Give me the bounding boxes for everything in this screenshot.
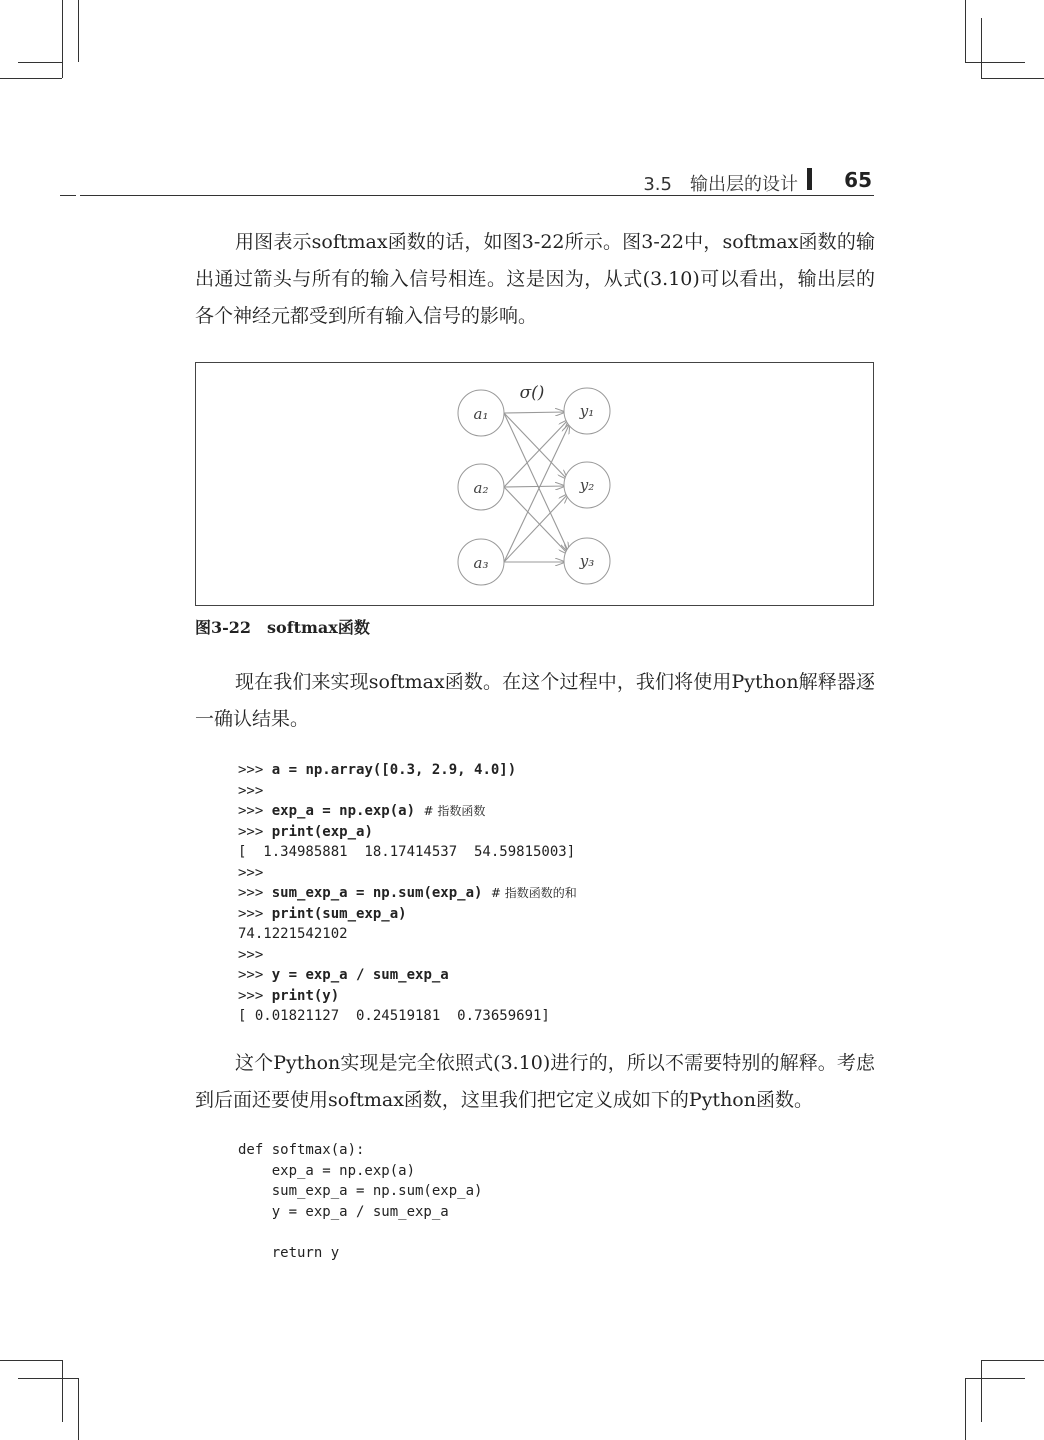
repl-input-line [238,904,577,925]
input-nodes [458,390,504,585]
repl-input-line [238,760,577,781]
output-node-y1-label: y₁ [579,402,595,420]
repl-code: sum_exp_a = np.sum(exp_a) [271,885,483,901]
header-rule [80,195,874,196]
repl-comment: # 指数函数的和 [490,886,577,900]
figure-softmax-network [195,362,874,606]
repl-output-line [238,924,577,945]
repl-prompt: >>> [238,803,264,819]
repl-output: [ 0.01821127 0.24519181 0.73659691] [238,1008,550,1024]
repl-input-line [238,781,577,802]
running-header [80,168,874,196]
repl-input-line [238,801,577,822]
repl-prompt: >>> [238,987,264,1004]
repl-prompt: >>> [238,823,264,840]
input-node-a3-label: a₃ [473,554,489,572]
repl-code: a = np.array([0.3, 2.9, 4.0]) [271,762,517,778]
repl-input-line [238,822,577,843]
header-rule-stub [60,195,76,196]
repl-output: 74.1221542102 [238,926,348,942]
header-section-title: 3.5 输出层的设计 [643,174,798,195]
header-divider-bar [807,168,812,190]
paragraph-intro: 用图表示softmax函数的话，如图3-22所示。图3-22中，softmax函数的输出通过箭头与所有的输入信号相连。这是因为，从式(3.10)可以看出，输出层的各个神经元都受到所有输入信号的影响。 [195,231,875,327]
repl-prompt: >>> [238,885,264,901]
output-node-y2-label: y₂ [579,476,595,494]
input-node-a2-label: a₂ [473,479,489,497]
repl-prompt: >>> [238,905,264,922]
repl-output: [ 1.34985881 18.17414537 54.59815003] [238,844,576,860]
repl-comment: # 指数函数 [423,804,486,818]
connection-arrows [504,412,570,562]
repl-input-line [238,965,577,986]
page-number: 65 [844,168,872,192]
repl-prompt: >>> [238,762,264,778]
repl-code: exp_a = np.exp(a) [271,803,416,819]
paragraph-explanation: 这个Python实现是完全依照式(3.10)进行的，所以不需要特别的解释。考虑到后面还要使用softmax函数，这里我们把它定义成如下的Python函数。 [195,1052,875,1111]
repl-input-line [238,863,577,884]
repl-input-line [238,986,577,1007]
repl-prompt: >>> [238,864,264,881]
repl-code: print(y) [271,987,340,1004]
sigma-label: σ() [519,383,545,403]
softmax-network-diagram [196,363,873,605]
repl-prompt: >>> [238,946,264,963]
paragraph-implementation: 现在我们来实现softmax函数。在这个过程中，我们将使用Python解释器逐一确认结果。 [195,671,875,730]
repl-code: print(sum_exp_a) [271,905,407,922]
repl-prompt: >>> [238,967,264,983]
repl-prompt: >>> [238,782,264,799]
code-block-softmax-function: def softmax(a): exp_a = np.exp(a) sum_exp_a = np.sum(exp_a) y = exp_a / sum_exp_a return y [238,1142,483,1261]
input-node-a1-label: a₁ [473,405,489,423]
output-node-y3-label: y₃ [579,552,595,570]
output-nodes [564,388,610,584]
repl-code: y = exp_a / sum_exp_a [271,967,449,983]
figure-caption: 图3-22 softmax函数 [195,618,370,637]
repl-code: print(exp_a) [271,823,373,840]
repl-output-line [238,1006,577,1027]
repl-input-line [238,883,577,904]
repl-output-line [238,842,577,863]
code-block-repl [238,760,577,1027]
repl-input-line [238,945,577,966]
